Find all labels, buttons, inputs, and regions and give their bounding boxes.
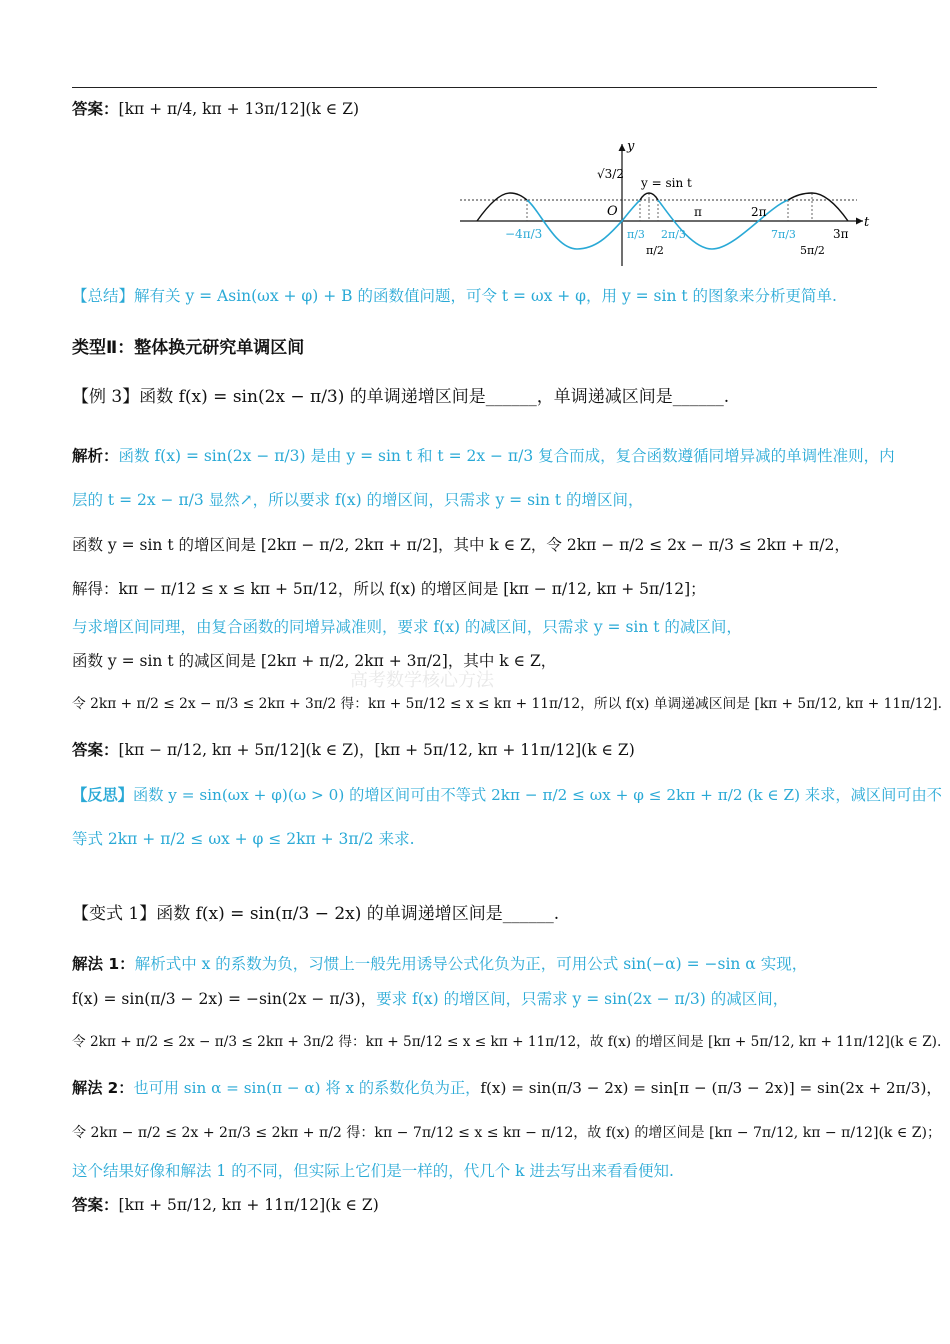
y-axis-label: y	[627, 139, 635, 154]
neg-4pi3-label: −4π/3	[505, 227, 543, 241]
pi2-label: π/2	[646, 244, 664, 257]
solution-2-line-1	[72, 1081, 942, 1096]
t-axis-label: t	[864, 215, 870, 230]
analysis-text-1: 函数 f(x) = sin(2x − π/3) 是由 y = sin t 和 t = 2x − π/3 复合而成，复合函数遵循同增异减的单调性准则，内	[118, 447, 895, 465]
two-pi-label: 2π	[751, 205, 767, 219]
analysis-line-3: 函数 y = sin t 的增区间是 [2kπ − π/2, 2kπ + π/2]，其中 k ∈ Z，令 2kπ − π/2 ≤ 2x − π/3 ≤ 2kπ + π/2，	[72, 536, 850, 554]
sine-curve-cyan-left	[527, 200, 640, 249]
example-3-line	[72, 389, 729, 406]
reflection-label: 【反思】	[72, 786, 133, 804]
summary-label: 【总结】	[72, 287, 135, 305]
reflection-line-1	[72, 788, 942, 803]
answer-label: 答案：	[72, 1196, 119, 1214]
answer-1-line	[72, 102, 359, 118]
analysis-line-2: 层的 t = 2x − π/3 显然↗，所以要求 f(x) 的增区间，只需求 y = sin t 的增区间，	[72, 491, 644, 509]
solution-1-line-1	[72, 957, 807, 973]
5pi2-label: 5π/2	[800, 244, 825, 257]
watermark: 高考数学核心方法	[350, 670, 494, 691]
analysis-line-1	[72, 449, 895, 465]
pi3-label: π/3	[627, 228, 645, 241]
solution-2-line-3: 这个结果好像和解法 1 的不同，但实际上它们是一样的，代几个 k 进去写出来看看便知.	[72, 1162, 674, 1180]
pi-label: π	[694, 205, 702, 219]
summary-line	[72, 289, 837, 305]
curve-label: y = sin t	[641, 176, 692, 190]
solution-2-label: 解法 2：	[72, 1079, 134, 1097]
7pi3-label: 7π/3	[771, 228, 796, 241]
analysis-line-7: 令 2kπ + π/2 ≤ 2x − π/3 ≤ 2kπ + 3π/2 得：kπ + 5π/12 ≤ x ≤ kπ + 11π/12，所以 f(x) 单调递减区间是 [kπ + 5π/12, kπ + 11π/12].	[72, 696, 943, 712]
solution-1-text-2a: f(x) = sin(π/3 − 2x) = −sin(2x − π/3)，	[72, 990, 377, 1008]
answer-label: 答案：	[72, 100, 119, 118]
solution-1-line-2	[72, 992, 788, 1008]
solution-1-line-3: 令 2kπ + π/2 ≤ 2x − π/3 ≤ 2kπ + 3π/2 得：kπ + 5π/12 ≤ x ≤ kπ + 11π/12，故 f(x) 的增区间是 [kπ + 5π/12, kπ + 11π/12](k ∈ Z).	[72, 1034, 942, 1050]
analysis-line-4: 解得：kπ − π/12 ≤ x ≤ kπ + 5π/12，所以 f(x) 的增区间是 [kπ − π/12, kπ + 5π/12]；	[72, 580, 706, 598]
answer-text: [kπ − π/12, kπ + 5π/12](k ∈ Z)，[kπ + 5π/12, kπ + 11π/12](k ∈ Z)	[118, 741, 635, 759]
sine-curve-dark-left	[477, 193, 527, 221]
variant-1-text: 函数 f(x) = sin(π/3 − 2x) 的单调递增区间是______.	[156, 904, 560, 924]
origin-label: O	[607, 204, 618, 219]
analysis-label: 解析：	[72, 447, 119, 465]
example-3-text: 函数 f(x) = sin(2x − π/3) 的单调递增区间是______，单调递减区间是______.	[139, 387, 730, 407]
solution-1-text-1: 解析式中 x 的系数为负，习惯上一般先用诱导公式化负为正，可用公式 sin(−α) = −sin α 实现，	[134, 955, 808, 973]
three-pi-label: 3π	[833, 227, 849, 241]
analysis-line-5: 与求增区间同理，由复合函数的同增异减准则，要求 f(x) 的减区间，只需求 y = sin t 的减区间，	[72, 618, 742, 636]
answer-2-line	[72, 743, 635, 759]
reflection-line-2: 等式 2kπ + π/2 ≤ ωx + φ ≤ 2kπ + 3π/2 来求.	[72, 830, 415, 848]
solution-2-text-1b: f(x) = sin(π/3 − 2x) = sin[π − (π/3 − 2x)] = sin(2x + 2π/3)，	[480, 1079, 942, 1097]
variant-1-label: 【变式 1】	[72, 904, 157, 924]
solution-2-text-1a: 也可用 sin α = sin(π − α) 将 x 的系数化负为正，	[133, 1079, 481, 1097]
answer-3-line	[72, 1198, 379, 1214]
answer-text: [kπ + 5π/12, kπ + 11π/12](k ∈ Z)	[118, 1196, 379, 1214]
summary-text: 解有关 y = Asin(ωx + φ) + B 的函数值问题，可令 t = ωx + φ，用 y = sin t 的图象来分析更简单.	[134, 287, 837, 305]
section-title: 类型Ⅱ：整体换元研究单调区间	[72, 338, 305, 358]
solution-1-label: 解法 1：	[72, 955, 135, 973]
analysis-line-6: 函数 y = sin t 的减区间是 [2kπ + π/2, 2kπ + 3π/2]，其中 k ∈ Z，	[72, 652, 557, 670]
sine-curve-dark-right	[788, 193, 848, 221]
solution-2-line-2: 令 2kπ − π/2 ≤ 2x + 2π/3 ≤ 2kπ + π/2 得：kπ − 7π/12 ≤ x ≤ kπ − π/12，故 f(x) 的增区间是 [kπ − 7π/12, kπ − π/12](k ∈ Z)；	[72, 1125, 942, 1141]
reflection-text-1: 函数 y = sin(ωx + φ)(ω > 0) 的增区间可由不等式 2kπ − π/2 ≤ ωx + φ ≤ 2kπ + π/2 (k ∈ Z) 来求，减区间可由不	[132, 786, 943, 804]
sine-curve-cyan-right	[658, 200, 788, 249]
answer-text: [kπ + π/4, kπ + 13π/12](k ∈ Z)	[118, 100, 360, 118]
example-3-label: 【例 3】	[72, 387, 140, 407]
answer-label: 答案：	[72, 741, 119, 759]
sqrt3-label: √3/2	[597, 167, 624, 181]
sine-graph	[455, 138, 875, 270]
2pi3-label: 2π/3	[661, 228, 686, 241]
solution-1-text-2b: 要求 f(x) 的增区间，只需求 y = sin(2x − π/3) 的减区间，	[376, 990, 789, 1008]
top-rule	[72, 87, 877, 88]
variant-1-line	[72, 906, 559, 923]
